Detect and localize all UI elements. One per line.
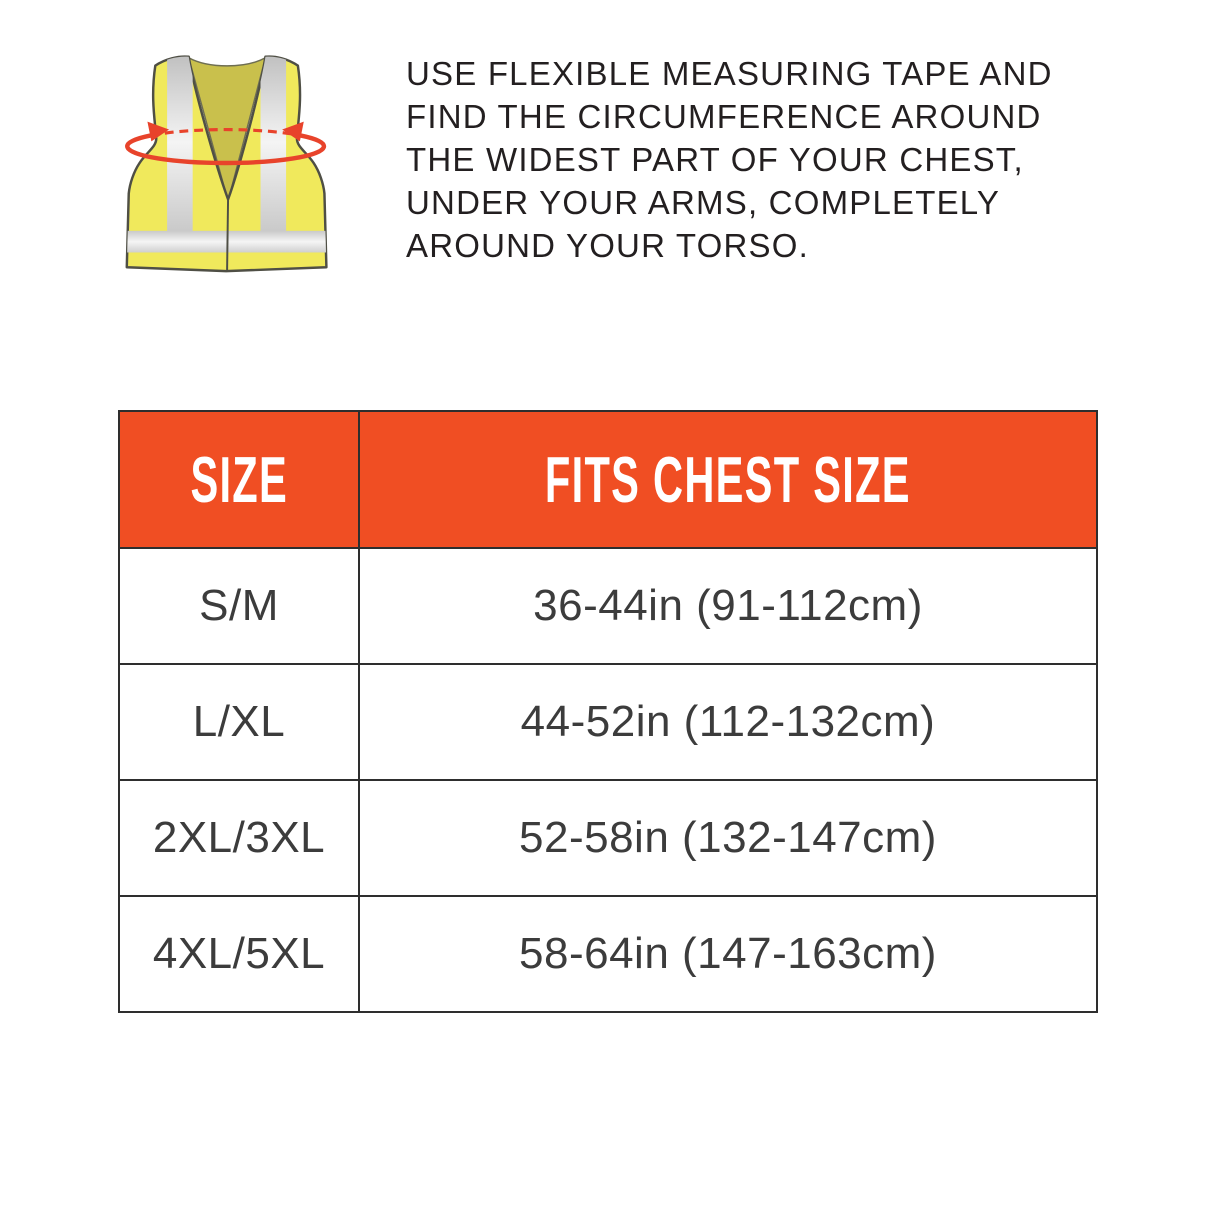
chest-cell (360, 897, 1096, 1011)
table-row (120, 895, 1096, 1011)
size-value: 2XL/3XL (152, 813, 326, 862)
table-row (120, 547, 1096, 663)
safety-vest-icon (114, 44, 350, 280)
vest-illustration (114, 44, 350, 280)
size-column-header: SIZE (190, 443, 288, 516)
size-value: L/XL (192, 697, 286, 746)
size-value: 4XL/5XL (152, 929, 326, 978)
chest-value: 52-58in (132-147cm) (519, 813, 937, 862)
header-cell-size (120, 412, 360, 547)
size-cell (120, 665, 360, 779)
instruction-line: FIND THE CIRCUMFERENCE AROUND (406, 98, 1042, 135)
size-cell (120, 549, 360, 663)
instruction-line: AROUND YOUR TORSO. (406, 227, 810, 264)
size-value: S/M (199, 581, 279, 630)
size-cell (120, 897, 360, 1011)
chest-value: 36-44in (91-112cm) (533, 581, 923, 630)
instruction-line: USE FLEXIBLE MEASURING TAPE AND (406, 55, 1053, 92)
table-row (120, 779, 1096, 895)
table-row (120, 663, 1096, 779)
chest-column-header: FITS CHEST SIZE (545, 443, 911, 516)
vest-zipper-line (227, 199, 228, 271)
size-chart-table (118, 410, 1098, 1013)
table-header-row (120, 412, 1096, 547)
chest-cell (360, 665, 1096, 779)
chest-cell (360, 781, 1096, 895)
measuring-instructions (406, 52, 1053, 267)
chest-value: 44-52in (112-132cm) (520, 697, 936, 746)
header-cell-fits-chest-size (360, 412, 1096, 547)
chest-cell (360, 549, 1096, 663)
chest-value: 58-64in (147-163cm) (519, 929, 937, 978)
size-cell (120, 781, 360, 895)
instruction-line: UNDER YOUR ARMS, COMPLETELY (406, 184, 1001, 221)
instruction-line: THE WIDEST PART OF YOUR CHEST, (406, 141, 1024, 178)
